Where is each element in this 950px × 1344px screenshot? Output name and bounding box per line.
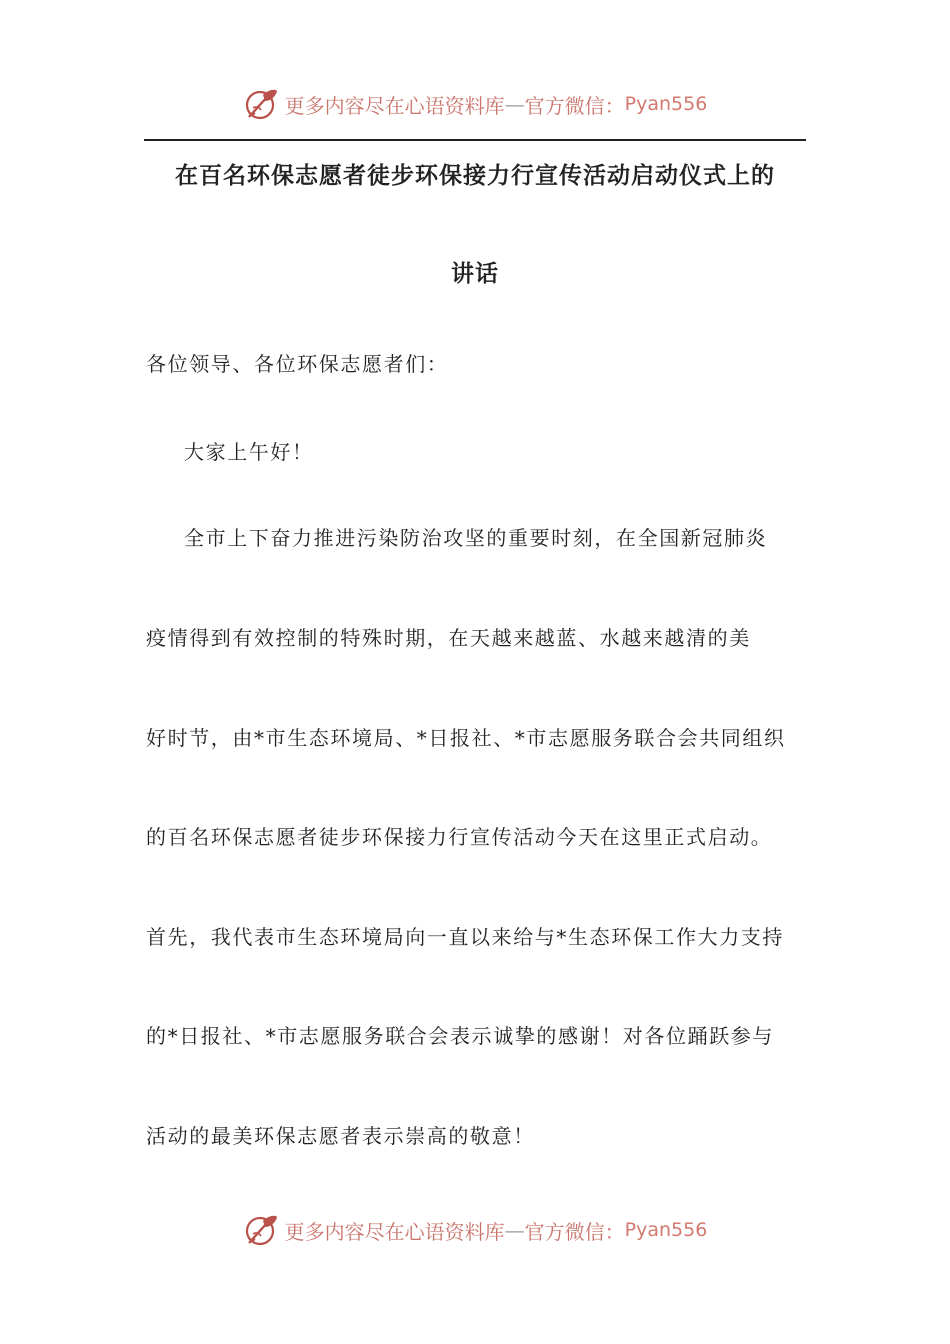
- body-line: 的百名环保志愿者徒步环保接力行宣传活动今天在这里正式启动。: [146, 825, 773, 849]
- banner-main-text: 更多内容尽在心语资料库: [284, 1219, 505, 1244]
- body-line: 疫情得到有效控制的特殊时期，在天越来越蓝、水越来越清的美: [146, 626, 751, 650]
- banner-main-text: 更多内容尽在心语资料库: [284, 93, 505, 118]
- salutation: 各位领导、各位环保志愿者们：: [146, 352, 449, 376]
- pen-quill-logo-icon: [243, 1212, 279, 1248]
- banner-separator: —: [504, 92, 525, 116]
- body-line: 活动的最美环保志愿者表示崇高的敬意！: [146, 1124, 535, 1148]
- header-banner: [0, 84, 950, 124]
- document-title-line1: 在百名环保志愿者徒步环保接力行宣传活动启动仪式上的: [175, 163, 775, 189]
- banner-separator: —: [504, 1218, 525, 1242]
- header-divider: [144, 139, 806, 141]
- body-line: 全市上下奋力推进污染防治攻坚的重要时刻，在全国新冠肺炎: [184, 526, 768, 550]
- banner-wechat-id: Pyan556: [624, 1219, 708, 1241]
- pen-quill-logo-icon: [243, 86, 279, 122]
- footer-banner: [0, 1210, 950, 1250]
- banner-wechat-id: Pyan556: [624, 93, 708, 115]
- body-line: 首先，我代表市生态环境局向一直以来给与*生态环保工作大力支持: [146, 925, 784, 949]
- document-title-line2: 讲话: [451, 261, 499, 287]
- body-line: 好时节，由*市生态环境局、*日报社、*市志愿服务联合会共同组织: [146, 726, 786, 750]
- body-line: 的*日报社、*市志愿服务联合会表示诚挚的感谢！对各位踊跃参与: [146, 1024, 774, 1048]
- greeting: 大家上午好！: [184, 440, 314, 464]
- banner-wechat-label: 官方微信：: [524, 1219, 625, 1244]
- banner-wechat-label: 官方微信：: [524, 93, 625, 118]
